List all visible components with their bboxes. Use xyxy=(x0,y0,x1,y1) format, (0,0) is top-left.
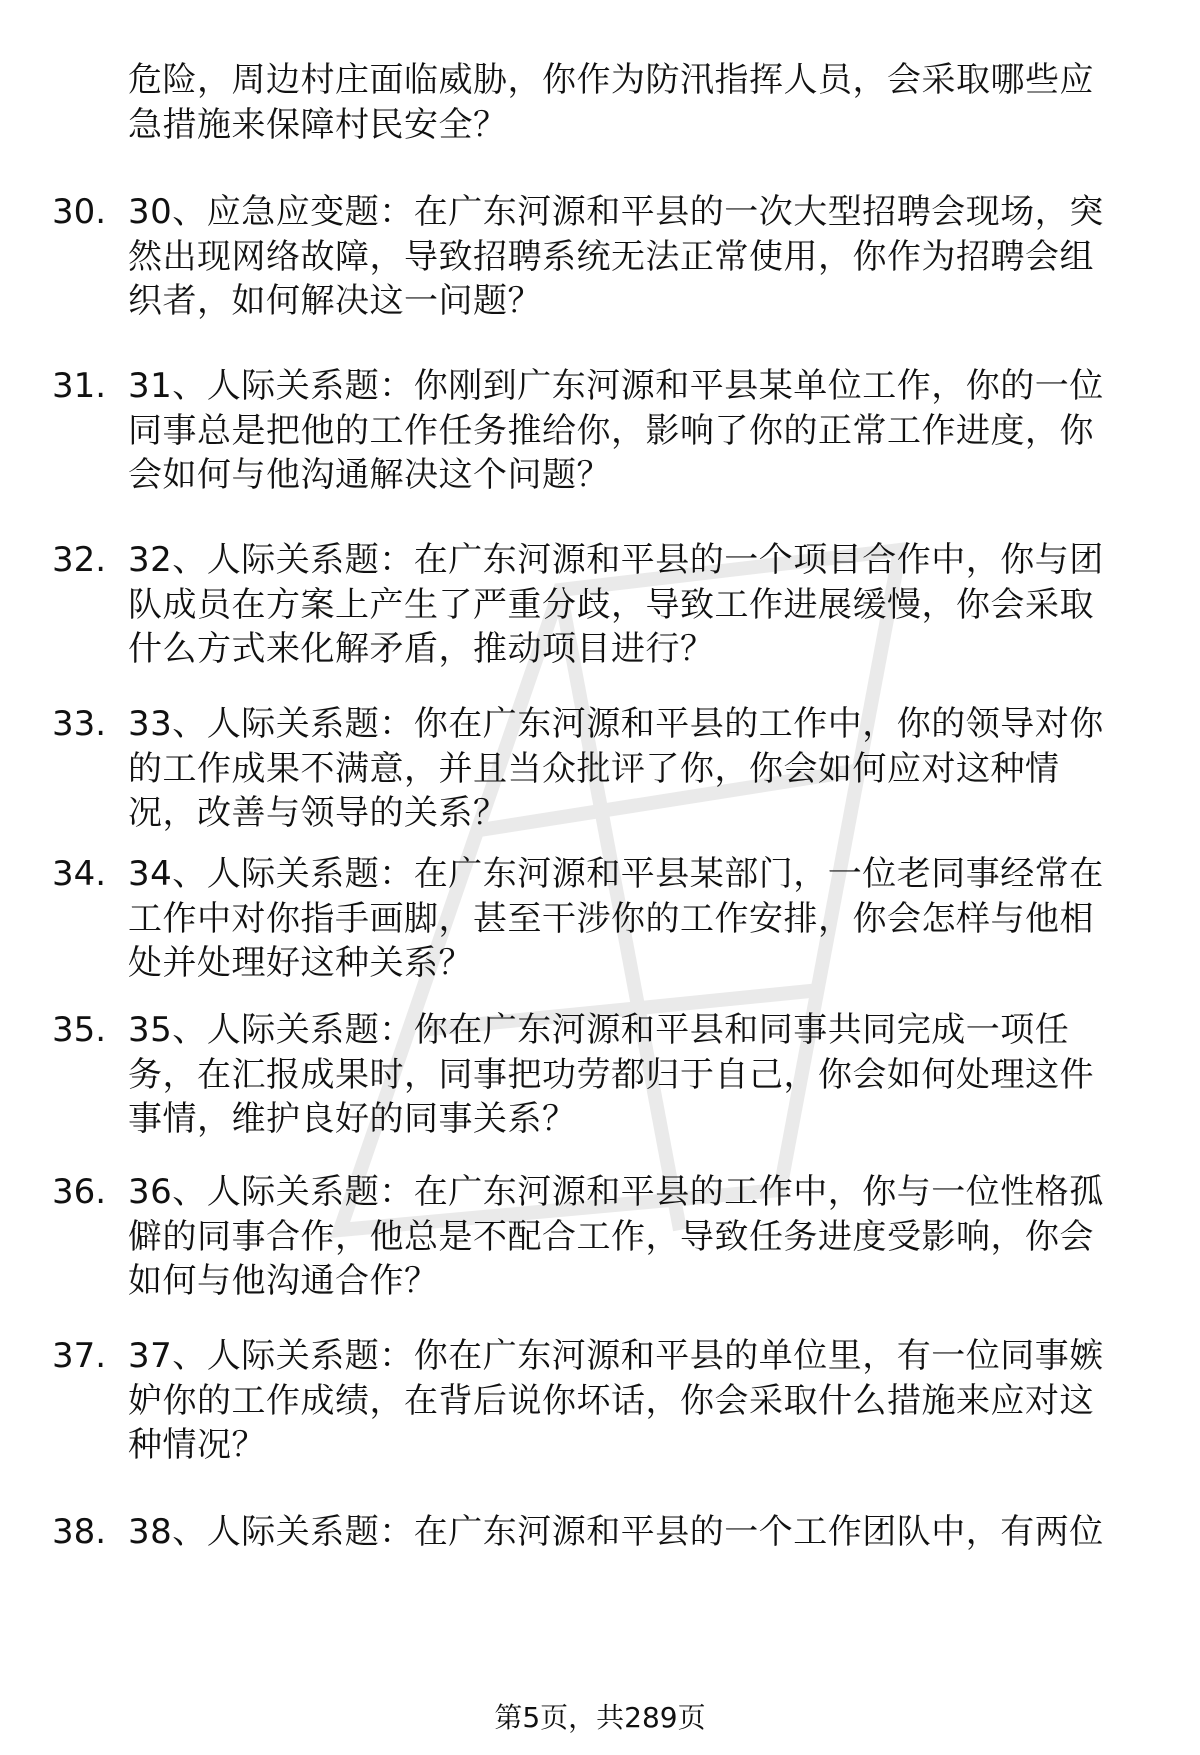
question-number: 37. xyxy=(52,1336,107,1376)
question-number: 34. xyxy=(52,854,107,894)
question-number: 30. xyxy=(52,192,107,232)
page-footer: 第5页，共289页 xyxy=(494,1701,706,1734)
question-text: 32、人际关系题：在广东河源和平县的一个项目合作中，你与团 队成员在方案上产生了严重分歧，导致工作进展缓慢，你会采取 什么方式来化解矛盾，推动项目进行？ xyxy=(128,540,1104,669)
question-number: 33. xyxy=(52,704,107,744)
question-text: 33、人际关系题：你在广东河源和平县的工作中，你的领导对你 的工作成果不满意，并且当众批评了你，你会如何应对这种情 况，改善与领导的关系？ xyxy=(128,704,1104,833)
question-text: 37、人际关系题：你在广东河源和平县的单位里，有一位同事嫉 妒你的工作成绩，在背后说你坏话，你会采取什么措施来应对这 种情况？ xyxy=(128,1336,1104,1465)
question-text: 35、人际关系题：你在广东河源和平县和同事共同完成一项任 务，在汇报成果时，同事把功劳都归于自己，你会如何处理这件 事情，维护良好的同事关系？ xyxy=(128,1010,1094,1139)
question-number: 36. xyxy=(52,1172,107,1212)
question-text: 34、人际关系题：在广东河源和平县某部门，一位老同事经常在 工作中对你指手画脚，甚至干涉你的工作安排，你会怎样与他相 处并处理好这种关系？ xyxy=(128,854,1104,983)
question-number: 38. xyxy=(52,1512,107,1552)
question-text: 36、人际关系题：在广东河源和平县的工作中，你与一位性格孤 僻的同事合作，他总是不配合工作，导致任务进度受影响，你会 如何与他沟通合作？ xyxy=(128,1172,1104,1301)
question-number: 31. xyxy=(52,366,107,406)
question-number: 32. xyxy=(52,540,107,580)
question-text: 38、人际关系题：在广东河源和平县的一个工作团队中，有两位 xyxy=(128,1512,1104,1552)
continuation-text: 危险，周边村庄面临威胁，你作为防汛指挥人员，会采取哪些应 急措施来保障村民安全？ xyxy=(128,60,1094,145)
question-text: 31、人际关系题：你刚到广东河源和平县某单位工作，你的一位 同事总是把他的工作任务推给你，影响了你的正常工作进度，你 会如何与他沟通解决这个问题？ xyxy=(128,366,1104,495)
question-number: 35. xyxy=(52,1010,107,1050)
question-text: 30、应急应变题：在广东河源和平县的一次大型招聘会现场，突 然出现网络故障，导致招聘系统无法正常使用，你作为招聘会组 织者，如何解决这一问题？ xyxy=(128,192,1104,321)
